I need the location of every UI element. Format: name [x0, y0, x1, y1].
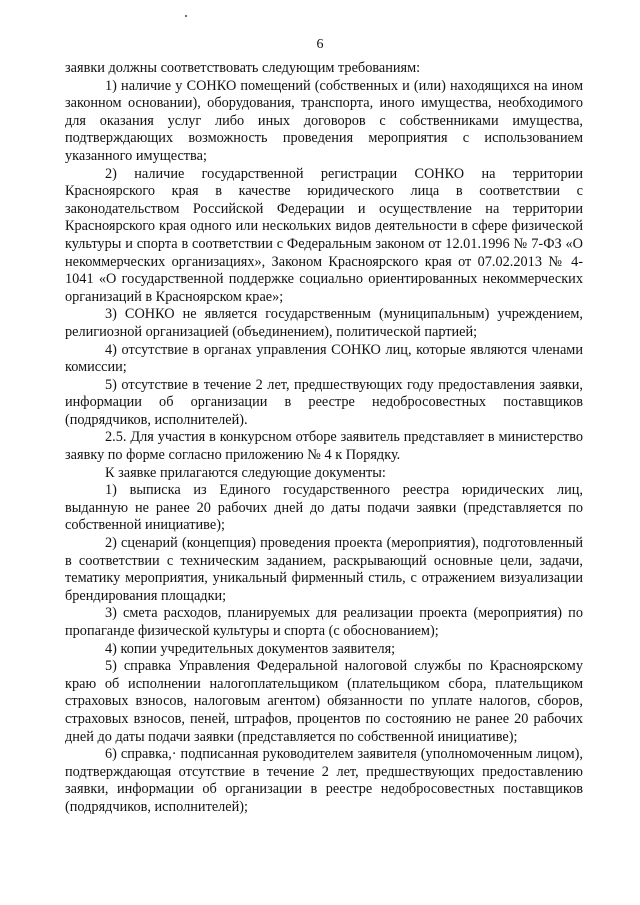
- paragraph-requirement-3: 3) СОНКО не является государственным (муниципальным) учреждением, религиозной организацией (объединением), политической партией;: [65, 306, 583, 340]
- paragraph-intro: заявки должны соответствовать следующим требованиям:: [65, 60, 421, 76]
- paragraph-requirement-4: 4) отсутствие в органах управления СОНКО лиц, которые являются членами комиссии;: [65, 341, 583, 376]
- paragraph-document-5: 5) справка Управления Федеральной налоговой службы по Красноярскому краю об исполнении налогоплательщиком (плательщиком сбора, плательщиком страховых взносов, налоговым агентом) обязанности по уплате налогов, сборов, страховых взносов, пеней, штрафов, процентов по состоянию не ранее 20 рабочих дней до даты подачи заявки (представляется по собственной инициативе);: [65, 658, 583, 745]
- paragraph-document-6: 6) справка,· подписанная руководителем заявителя (уполномоченным лицом), подтверждающая отсутствие в течение 2 лет, предшествующих предоставлению заявки, информации об организации в реестре недобросовестных поставщиков (подрядчиков, исполнителей);: [65, 746, 583, 815]
- paragraph-requirement-5: 5) отсутствие в течение 2 лет, предшествующих году предоставления заявки, информации об организации в реестре недобросовестных поставщиков (подрядчиков, исполнителей).: [65, 376, 583, 428]
- paragraph-document-2: 2) сценарий (концепция) проведения проекта (мероприятия), подготовленный в соответствии с техническим заданием, раскрывающий основные цели, задачи, тематику мероприятия, уникальный фирменный стиль, с отражением визуализации брендирования площадки;: [65, 535, 583, 604]
- scan-speck: [185, 15, 187, 17]
- paragraph-requirement-1: 1) наличие у СОНКО помещений (собственных и (или) находящихся на ином законном основании), оборудования, транспорта, иного имущества, необходимого для оказания услуг либо иных договоров с собственниками имущества, подтверждающих возможность проведения мероприятия с использованием указанного имущества;: [65, 77, 583, 164]
- page-number: 6: [316, 37, 324, 52]
- paragraph-section-2-5: 2.5. Для участия в конкурсном отборе заявитель представляет в министерство заявку по форме согласно приложению № 4 к Порядку.: [65, 429, 583, 464]
- paragraph-document-1: 1) выписка из Единого государственного реестра юридических лиц, выданную не ранее 20 рабочих дней до даты подачи заявки (представляется по собственной инициативе);: [65, 482, 583, 534]
- document-body: [65, 60, 583, 817]
- paragraph-requirement-2: 2) наличие государственной регистрации СОНКО на территории Красноярского края в качестве юридического лица в соответствии с законодательством Российской Федерации и осуществление на территории Красноярского края одного или нескольких видов деятельности в сфере физической культуры и спорта в соответствии с Федеральным законом от 12.01.1996 № 7-ФЗ «О некоммерческих организациях», Законом Красноярского края от 07.02.2013 № 4-1041 «О государственной поддержке социально ориентированных некоммерческих организаций в Красноярском крае»;: [65, 165, 583, 305]
- paragraph-document-4: 4) копии учредительных документов заявителя;: [105, 640, 396, 657]
- paragraph-documents-intro: К заявке прилагаются следующие документы:: [105, 464, 386, 481]
- paragraph-document-3: 3) смета расходов, планируемых для реализации проекта (мероприятия) по пропаганде физической культуры и спорта (с обоснованием);: [65, 605, 583, 639]
